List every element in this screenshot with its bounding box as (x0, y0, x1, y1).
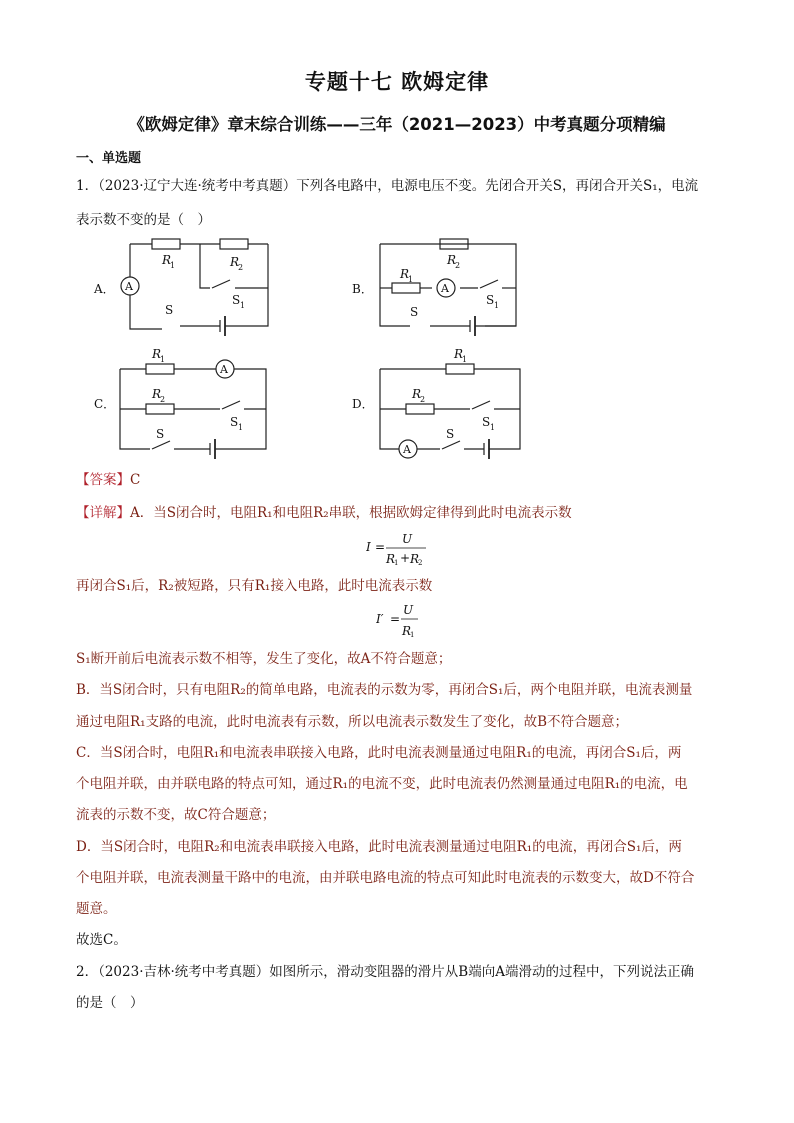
q1-detail-line7: 个电阻并联，由并联电路的特点可知，通过R₁的电流不变，此时电流表仍然测量通过电阻R₁的电流，电 (76, 776, 688, 792)
svg-text:=: = (375, 540, 386, 554)
option-a-label: A． (94, 282, 115, 296)
svg-text:1: 1 (408, 275, 414, 284)
q1-detail-line10: 个电阻并联，电流表测量干路中的电流，由并联电路电流的特点可知此时电流表的示数变大，故D不符合 (76, 870, 695, 886)
svg-text:S: S (482, 415, 491, 429)
svg-text:A: A (125, 280, 133, 293)
q1-conclusion: 故选C。 (76, 932, 127, 948)
svg-text:R: R (402, 624, 412, 638)
equation-2 (376, 601, 426, 639)
option-b-label: B． (352, 282, 373, 296)
q1-circuit-figures (80, 236, 540, 466)
svg-text:1: 1 (410, 631, 415, 639)
page-subtitle: 《欧姆定律》章末综合训练——三年（2021—2023）中考真题分项精编 (128, 115, 666, 134)
svg-text:1: 1 (170, 261, 176, 270)
svg-text:S: S (156, 427, 165, 441)
svg-text:R: R (152, 347, 162, 361)
q1-stem-line1: 1．（2023·辽宁大连·统考中考真题）下列各电路中，电源电压不变。先闭合开关S，再闭合开关S₁，电流 (76, 178, 699, 194)
page-title: 专题十七 欧姆定律 (304, 70, 490, 94)
q1-detail-line6: C．当S闭合时，电阻R₁和电流表串联接入电路，此时电流表测量通过电阻R₁的电流，再闭合S₁后，两 (76, 745, 682, 761)
svg-text:I′: I′ (376, 612, 384, 626)
svg-text:=: = (390, 612, 401, 626)
q1-answer: 【答案】C (76, 472, 141, 488)
option-c-label: C． (94, 397, 116, 411)
svg-text:A: A (220, 363, 228, 376)
svg-text:I: I (366, 540, 371, 554)
svg-text:2: 2 (420, 395, 426, 404)
svg-text:S: S (410, 305, 419, 319)
circuit-a (121, 239, 268, 336)
svg-text:R: R (447, 253, 457, 267)
q1-stem-line2: 表示数不变的是（ ） (76, 212, 211, 228)
svg-text:1: 1 (238, 423, 244, 432)
equation-1 (366, 531, 436, 567)
svg-text:R: R (152, 387, 162, 401)
svg-text:S: S (446, 427, 455, 441)
svg-text:R: R (230, 255, 240, 269)
svg-text:2: 2 (160, 395, 166, 404)
svg-text:1: 1 (394, 559, 399, 567)
svg-text:R: R (410, 552, 420, 566)
svg-text:2: 2 (455, 261, 461, 270)
svg-text:S: S (486, 293, 495, 307)
q1-detail-line9: D．当S闭合时，电阻R₂和电流表串联接入电路，此时电流表测量通过电阻R₁的电流，再闭合S₁后，两 (76, 839, 682, 855)
q2-stem-line2: 的是（ ） (76, 995, 144, 1011)
svg-text:1: 1 (160, 355, 166, 364)
q1-detail-line8: 流表的示数不变，故C符合题意； (76, 807, 276, 823)
circuit-c (120, 360, 266, 459)
q1-detail-line4: B．当S闭合时，只有电阻R₂的简单电路，电流表的示数为零，再闭合S₁后，两个电阻并联，电流表测量 (76, 682, 693, 698)
svg-text:R: R (386, 552, 396, 566)
svg-text:S: S (232, 293, 241, 307)
svg-text:1: 1 (490, 423, 496, 432)
svg-text:+: + (400, 551, 411, 565)
q1-detail-line3: S₁断开前后电流表示数不相等，发生了变化，故A不符合题意； (76, 651, 452, 667)
svg-text:R: R (400, 267, 410, 281)
svg-text:R: R (412, 387, 422, 401)
svg-text:U: U (402, 532, 413, 546)
circuit-d (380, 364, 520, 459)
svg-text:R: R (162, 253, 172, 267)
option-d-label: D． (352, 397, 374, 411)
q1-detail-line1: 【详解】A．当S闭合时，电阻R₁和电阻R₂串联，根据欧姆定律得到此时电流表示数 (76, 505, 572, 521)
q2-stem-line1: 2．（2023·吉林·统考中考真题）如图所示，滑动变阻器的滑片从B端向A端滑动的过程中，下列说法正确 (76, 964, 694, 980)
q1-detail-line11: 题意。 (76, 901, 117, 917)
svg-text:S: S (230, 415, 239, 429)
svg-text:R: R (454, 347, 464, 361)
svg-text:S: S (165, 303, 174, 317)
svg-text:1: 1 (240, 301, 246, 310)
svg-text:A: A (403, 443, 411, 456)
svg-text:A: A (441, 282, 449, 295)
svg-text:2: 2 (418, 559, 423, 567)
svg-text:1: 1 (494, 301, 500, 310)
svg-text:2: 2 (238, 263, 244, 272)
svg-text:U: U (403, 603, 414, 617)
q1-detail-line5: 通过电阻R₁支路的电流，此时电流表有示数，所以电流表示数发生了变化，故B不符合题意； (76, 714, 628, 730)
section-heading: 一、单选题 (76, 151, 142, 166)
svg-text:1: 1 (462, 355, 468, 364)
q1-detail-line2: 再闭合S₁后，R₂被短路，只有R₁接入电路，此时电流表示数 (76, 578, 433, 594)
